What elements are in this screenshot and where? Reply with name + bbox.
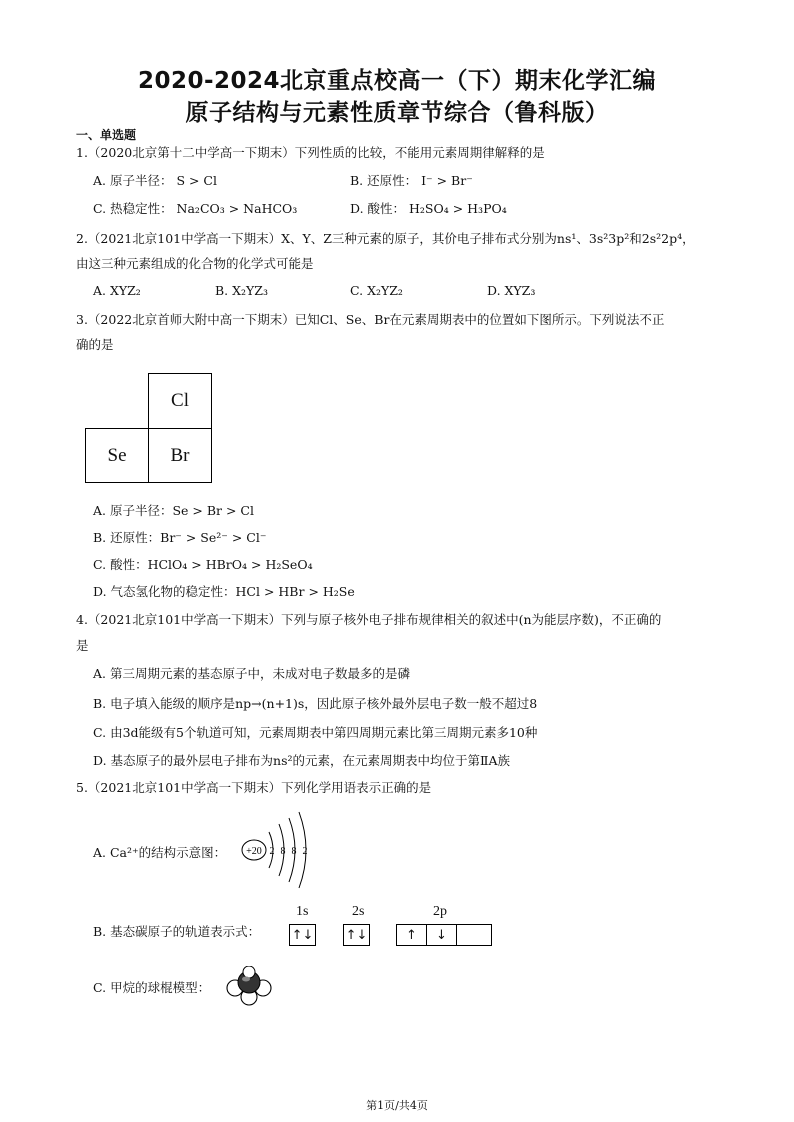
question-4-stem-line2: 是 — [76, 638, 89, 653]
q1-option-d: D. 酸性： H₂SO₄ > H₃PO₄ — [350, 201, 507, 216]
orbital-box-1s — [289, 924, 316, 946]
document-title-line2: 原子结构与元素性质章节综合（鲁科版） — [185, 100, 609, 126]
q1-option-b: B. 还原性： I⁻ > Br⁻ — [350, 173, 473, 188]
q1-option-a: A. 原子半径： S > Cl — [93, 173, 217, 188]
question-1-stem: 1.（2020北京第十二中学高一下期末）下列性质的比较，不能用元素周期律解释的是 — [76, 145, 545, 160]
shell-3-count: 8 — [291, 846, 297, 857]
orbital-box-2p — [396, 924, 492, 946]
orbital-box-2s — [343, 924, 370, 946]
q5-option-c: C. 甲烷的球棍模型： — [93, 980, 211, 995]
question-3-stem-line1: 3.（2022北京首师大附中高一下期末）已知Cl、Se、Br在元素周期表中的位置如下图所示。下列说法不正 — [76, 312, 665, 327]
q4-option-a: A. 第三周期元素的基态原子中，未成对电子数最多的是磷 — [93, 666, 410, 681]
q1-option-c: C. 热稳定性： Na₂CO₃ > NaHCO₃ — [93, 201, 298, 216]
cell-cl: Cl — [148, 373, 212, 429]
q2-option-b: B. X₂YZ₃ — [215, 283, 268, 298]
q3-option-c: C. 酸性：HClO₄ > HBrO₄ > H₂SeO₄ — [93, 557, 313, 572]
q2-option-a: A. XYZ₂ — [93, 283, 141, 298]
orbital-label-2s: 2s — [352, 904, 365, 919]
section-heading: 一、单选题 — [76, 128, 137, 142]
q4-option-c: C. 由3d能级有5个轨道可知，元素周期表中第四周期元素比第三周期元素多10种 — [93, 725, 538, 740]
methane-ball-stick-model — [226, 966, 272, 1006]
q3-option-b: B. 还原性：Br⁻ > Se²⁻ > Cl⁻ — [93, 530, 267, 545]
q2-option-d: D. XYZ₃ — [487, 283, 536, 298]
orbital-label-2p: 2p — [433, 904, 447, 919]
question-3-stem-line2: 确的是 — [76, 337, 114, 352]
cell-se: Se — [85, 428, 149, 483]
orbital-2s-electrons: ↑↓ — [345, 927, 368, 943]
q3-option-d: D. 气态氢化物的稳定性：HCl > HBr > H₂Se — [93, 584, 355, 599]
shell-2-count: 8 — [280, 846, 286, 857]
shell-1-count: 2 — [269, 846, 275, 857]
orbital-1s-electrons: ↑↓ — [291, 927, 314, 943]
q5-option-b: B. 基态碳原子的轨道表示式： — [93, 924, 261, 939]
orbital-2p-z — [457, 925, 491, 945]
nucleus-charge: +20 — [246, 846, 262, 857]
q2-option-c: C. X₂YZ₂ — [350, 283, 403, 298]
orbital-2p-y: ↓ — [427, 925, 457, 945]
question-2-stem-line1: 2.（2021北京101中学高一下期末）X、Y、Z三种元素的原子，其价电子排布式分别为ns¹、3s²3p²和2s²2p⁴， — [76, 231, 695, 246]
question-2-stem-line2: 由这三种元素组成的化合物的化学式可能是 — [76, 256, 314, 271]
orbital-2p-x: ↑ — [397, 925, 427, 945]
question-4-stem-line1: 4.（2021北京101中学高一下期末）下列与原子核外电子排布规律相关的叙述中(n为能层序数)，不正确的 — [76, 612, 662, 627]
document-title-line1: 2020-2024北京重点校高一（下）期末化学汇编 — [137, 68, 657, 94]
question-5-stem: 5.（2021北京101中学高一下期末）下列化学用语表示正确的是 — [76, 780, 432, 795]
q3-option-a: A. 原子半径：Se > Br > Cl — [93, 503, 254, 518]
ion-structure-diagram — [236, 810, 316, 890]
orbital-label-1s: 1s — [296, 904, 309, 919]
q4-option-d: D. 基态原子的最外层电子排布为ns²的元素，在元素周期表中均位于第ⅡA族 — [93, 753, 511, 768]
q5-option-a: A. Ca²⁺的结构示意图： — [93, 845, 227, 860]
shell-4-count: 2 — [302, 846, 308, 857]
cell-br: Br — [148, 428, 212, 483]
page-footer: 第1页/共4页 — [366, 1099, 428, 1112]
q4-option-b: B. 电子填入能级的顺序是np→(n+1)s，因此原子核外最外层电子数一般不超过8 — [93, 696, 538, 711]
